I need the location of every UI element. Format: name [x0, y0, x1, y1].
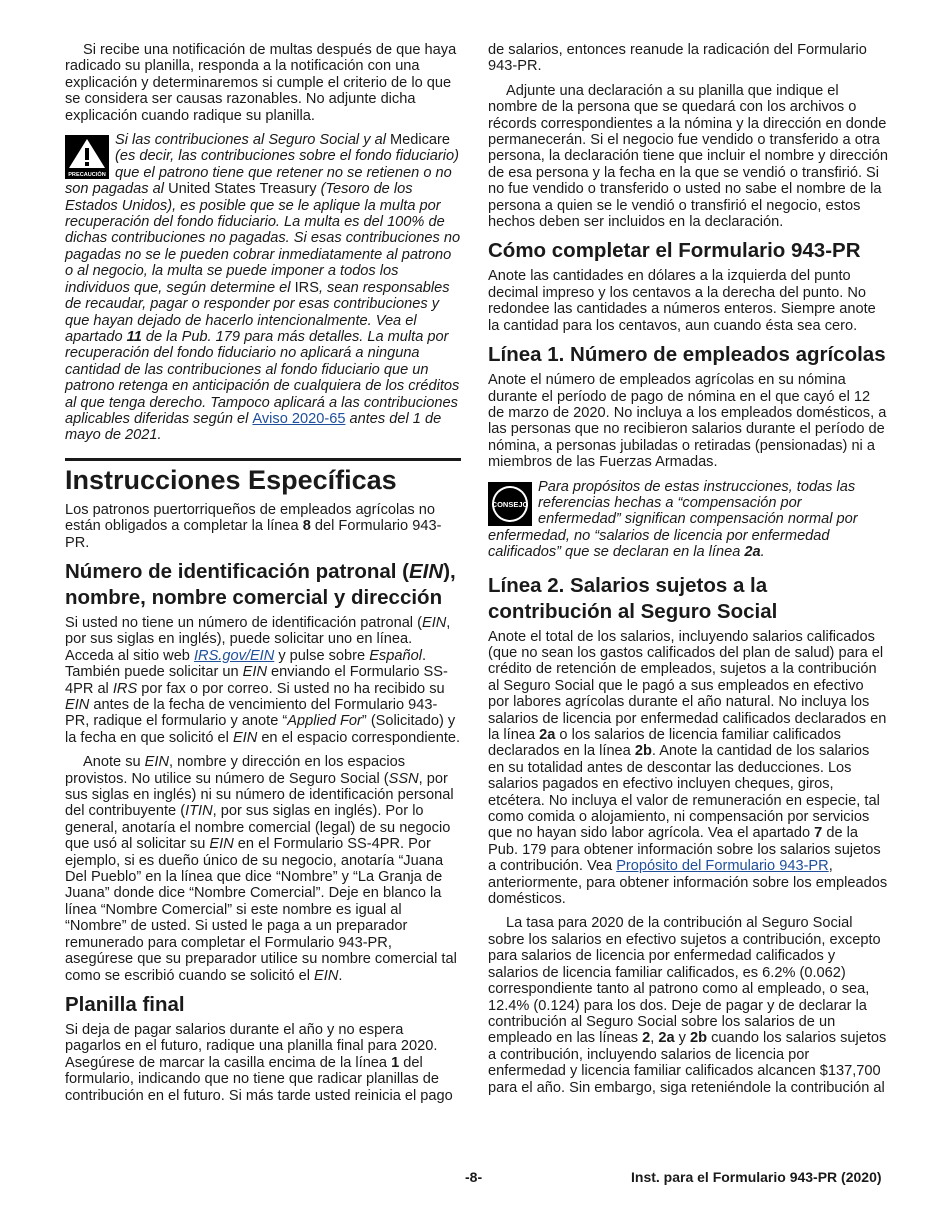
tip-text: Para propósitos de estas instrucciones, todas las referencias hechas a “compensación por enfermedad” significan compensación normal por enfermedad, no “salarios de licencia por enfermedad calificados” que se declaran en la línea 2a.	[488, 478, 858, 561]
right-column	[488, 42, 888, 1104]
caution-icon	[65, 135, 109, 179]
tip-icon	[488, 482, 532, 526]
caution-text: Si las contribuciones al Seguro Social y al Medicare (es decir, las contribuciones sobre el fondo fiduciario) que el patrono tiene que retener no se retienen o no son pagadas al United States Treasury (Tesoro de los Estados Unidos), es posible que se le aplique la multa por recuperación del fondo fiduciario. La multa es del 100% de dichas contribuciones no pagadas. Si esas contribuciones no pagadas no se le pueden cobrar inmediatamente al patrono o al negocio, la multa se puede imponer a todos los individuos que, según determine el IRS, sean responsables de recaudar, pagar o responder por esas contribuciones y que hayan dejado de hacerlo intencionalmente. Vea el apartado 11 de la Pub. 179 para más detalles. La multa por recuperación del fondo fiduciario no aplicará a ninguna cantidad de las contribuciones al fondo fiduciario que un patrono retenga en anticipación de cualquiera de los créditos al que tenga derecho. Tampoco aplicará a las contribuciones aplicables diferidas según el Aviso 2020-65 antes del 1 de mayo de 2021.	[65, 132, 461, 444]
records-paragraph: Adjunte una declaración a su planilla que indique el nombre de la persona que se quedará con los archivos o récords correspondientes a la nómina y la dirección en donde permanecerán. Si el negocio fue vendido o transferido a otra persona, la declaración tiene que incluir el nombre y dirección de esa persona y la fecha en la que se vendió o transfirió. Si no fue vendido o transferido o usted no sabe el nombre de la persona a quien se le vendió o transfirió el negocio, estos hechos deben ser incluidos en la declaración.	[488, 82, 888, 231]
aviso-link[interactable]: Aviso 2020-65	[252, 410, 346, 427]
ein-paragraph-1: Si usted no tiene un número de identificación patronal (EIN, por sus siglas en inglés), puede solicitar uno en línea. Acceda al sitio web IRS.gov/EIN y pulse sobre Español. También puede solicitar un EIN enviando el Formulario SS-4PR al IRS por fax o por correo. Si usted no ha recibido su EIN antes de la fecha de vencimiento del Formulario 943-PR, radique el formulario y anote “Applied For” (Solicitado) y la fecha en que solicitó el EIN en el espacio correspondiente.	[65, 614, 461, 746]
how-to-complete-heading: Cómo completar el Formulario 943-PR	[488, 239, 861, 263]
purpose-link[interactable]: Propósito del Formulario 943-PR	[616, 858, 829, 875]
section-rule	[65, 458, 461, 461]
tip-icon-label: CONSEJO	[491, 499, 529, 509]
final-return-heading: Planilla final	[65, 992, 185, 1016]
line2-paragraph-2: La tasa para 2020 de la contribución al Seguro Social sobre los salarios en efectivo sujetos a contribución, excepto para salarios de licencia por enfermedad calificados y salarios de licencia familiar calificados, es 6.2% (0.062) correspondiente tanto al patrono como al empleado, o sea, 12.4% (0.124) para los dos. Deje de pagar y de declarar la contribución al Seguro Social sobre los salarios de un empleado en las líneas 2, 2a y 2b cuando los salarios sujetos a contribución, incluyendo salarios de licencia por enfermedad y licencia familiar calificados alcancen $137,700 para el año. Sin embargo, siga reteniéndole la contribución al	[488, 915, 887, 1096]
final-return-paragraph: Si deja de pagar salarios durante el año y no espera pagarlos en el futuro, radique una planilla final para 2020. Asegúrese de marcar la casilla encima de la línea 1 del formulario, indicando que no tiene que radicar planillas de contribución en el futuro. Si más tarde usted reinicia el pago	[65, 1021, 453, 1104]
continued-paragraph: de salarios, entonces reanude la radicación del Formulario 943-PR.	[488, 42, 867, 75]
section-title: Instrucciones Específicas	[65, 464, 397, 495]
tip-callout	[488, 479, 888, 561]
page-number: -8-	[465, 1169, 483, 1185]
penalty-paragraph: Si recibe una notificación de multas después de que haya radicado su planilla, responda a la notificación con una explicación y determinaremos si cumple el criterio de lo que se considera ser causas razonables. No adjunte dicha explicación cuando radique su planilla.	[65, 42, 457, 124]
line1-heading: Línea 1. Número de empleados agrícolas	[488, 343, 886, 367]
ein-paragraph-2: Anote su EIN, nombre y dirección en los espacios provistos. No utilice su número de Seguro Social (SSN, por sus siglas en inglés) ni su número de identificación personal del contribuyente (ITIN, por sus siglas en inglés). Por lo general, anotaría el nombre comercial (legal) de su negocio que usó al solicitar su EIN en el Formulario SS-4PR. Por ejemplo, si es dueño único de su negocio, anotaría “Juana Del Pueblo” en la línea que dice “Nombre” y “La Granja de Juana” donde dice “Nombre Comercial”. Deje en blanco la línea “Nombre Comercial” si este nombre es igual al “Nombre” de usted. Si usted le paga a un preparador remunerado para completar el Formulario 943-PR, asegúrese que su preparador utilice su nombre comercial tal como se escribió cuando se solicitó el EIN.	[65, 754, 457, 984]
line1-paragraph: Anote el número de empleados agrícolas en su nómina durante el período de pago de nómina en el que cayó el 12 de marzo de 2020. No incluya a los empleados domésticos, a las personas que no recibieron salarios durante el período de nómina, a personas jubiladas o retiradas (pensionadas) ni a miembros de las Fuerzas Armadas.	[488, 372, 887, 471]
footer-title: Inst. para el Formulario 943-PR (2020)	[631, 1169, 882, 1185]
specific-intro: Los patronos puertorriqueños de empleados agrícolas no están obligados a completar la línea 8 del Formulario 943-PR.	[65, 501, 442, 551]
caution-callout	[65, 132, 461, 444]
line2-paragraph-1: Anote el total de los salarios, incluyendo salarios calificados (que no sean los gastos calificados del plan de salud) para el crédito de retención de empleados, sujetos a la contribución al Seguro Social que le pagó a sus empleados en efectivo por labores agrícolas durante el año natural. No incluya los salarios de licencia por enfermedad calificados declarados en la línea 2a o los salarios de licencia familiar calificados declarados en la línea 2b. Anote la cantidad de los salarios en su totalidad antes de descontar las deducciones. Los salarios pagados en efectivo incluyen cheques, giros, etcétera. No incluya el valor de remuneración en especie, tal como comida o alojamiento, ni compensación por servicios que no hayan sido labor agrícola. Vea el apartado 7 de la Pub. 179 para obtener información sobre los salarios sujetos a contribución. Vea Propósito del Formulario 943-PR, anteriormente, para obtener información sobre los empleados domésticos.	[488, 628, 888, 908]
how-to-complete-paragraph: Anote las cantidades en dólares a la izquierda del punto decimal impreso y los centavos a la derecha del punto. No redondee las cantidades a números enteros. Siempre anote la cantidad para los centavos, aun cuando ésta sea cero.	[488, 268, 876, 334]
ein-heading: Número de identificación patronal (EIN), nombre, nombre comercial y dirección	[65, 559, 456, 609]
left-column	[65, 42, 461, 1112]
line2-heading: Línea 2. Salarios sujetos a la contribución al Seguro Social	[488, 573, 778, 623]
irs-ein-link[interactable]: IRS.gov/EIN	[193, 647, 275, 664]
caution-icon-label: PRECAUCIÓN	[68, 172, 106, 179]
